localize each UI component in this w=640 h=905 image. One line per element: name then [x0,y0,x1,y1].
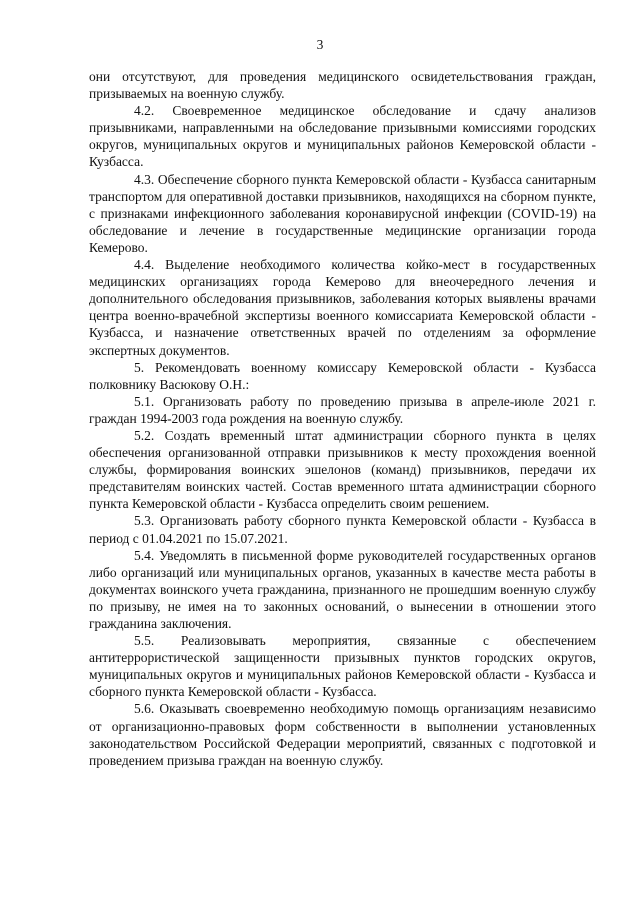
paragraph-5-2: 5.2. Создать временный штат администрации сборного пункта в целях обеспечения организованной отправки призывников к месту прохождения военной службы, формирования воинских эшелонов (команд) призывников, передачи их представителям воинских частей. Состав временного штата администрации сборного пункта Кемеровской области - Кузбасса определить своим решением. [89,427,596,512]
paragraph-5-5: 5.5. Реализовывать мероприятия, связанные с обеспечением антитеррористической защищенности призывных пунктов городских округов, муниципальных округов и муниципальных районов Кемеровской области - Кузбасса и сборного пункта Кемеровской области - Кузбасса. [89,633,596,700]
paragraph-5-3: 5.3. Организовать работу сборного пункта Кемеровской области - Кузбасса в период с 01.04.2021 по 15.07.2021. [89,513,596,546]
paragraph-4-3: 4.3. Обеспечение сборного пункта Кемеровской области - Кузбасса санитарным транспортом для оперативной доставки призывников, находящихся на сборном пункте, с признаками инфекционного заболевания коронавирусной инфекции (COVID-19) на обследование и лечение в государственные медицинские организации города Кемерово. [89,171,596,255]
paragraph-5: 5. Рекомендовать военному комиссару Кемеровской области - Кузбасса полковнику Васюкову О.Н.: [89,359,596,392]
paragraph-continuation: они отсутствуют, для проведения медицинского освидетельствования граждан, призываемых на военную службу. [89,69,596,102]
page-number: 3 [316,37,324,52]
paragraph-5-6: 5.6. Оказывать своевременно необходимую помощь организациям независимо от организационно-правовых форм собственности в выполнении установленных законодательством Российской Федерации мероприятий, связанных с подготовкой и проведением призыва граждан на военную службу. [89,701,596,768]
document-body [89,68,596,769]
paragraph-5-1: 5.1. Организовать работу по проведению призыва в апреле-июле 2021 г. граждан 1994-2003 года рождения на военную службу. [89,393,596,426]
paragraph-4-2: 4.2. Своевременное медицинское обследование и сдачу анализов призывниками, направленными на обследование призывными комиссиями городских округов, муниципальных округов и муниципальных районов Кемеровской области - Кузбасса. [89,103,596,170]
paragraph-5-4: 5.4. Уведомлять в письменной форме руководителей государственных органов либо организаций или муниципальных органов, указанных в качестве места работы в документах воинского учета гражданина, признанного не прошедшим военную службу по призыву, не имея на то законных оснований, о вынесении в отношении этого гражданина заключения. [89,547,596,631]
paragraph-4-4: 4.4. Выделение необходимого количества койко-мест в государственных медицинских организациях города Кемерово для внеочередного лечения и дополнительного обследования призывников, заболевания которых выявлены врачами центра военно-врачебной экспертизы военного комиссариата Кемеровской области - Кузбасса, и назначение ответственных врачей по отделениям за оформление экспертных документов. [89,257,596,358]
